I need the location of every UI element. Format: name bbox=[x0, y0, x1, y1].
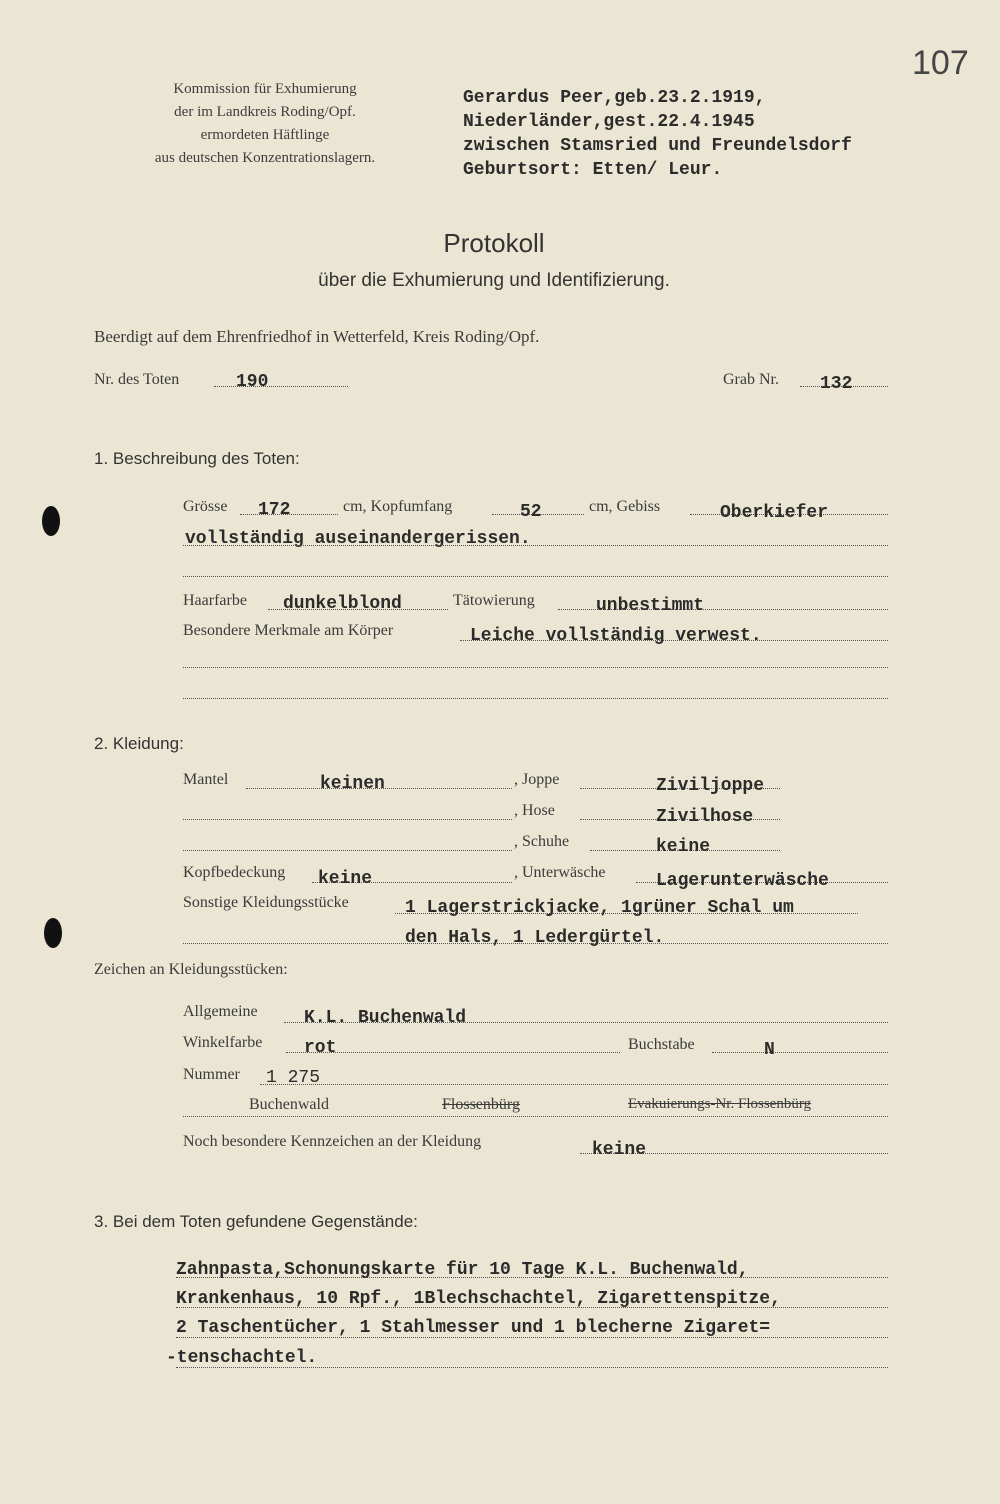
commission-line-2: der im Landkreis Roding/Opf. bbox=[174, 104, 356, 120]
kopfbedeckung-label: Kopfbedeckung bbox=[183, 864, 286, 881]
commission-line-3: ermordeten Häftlinge bbox=[200, 127, 330, 143]
schuhe-label: , Schuhe bbox=[514, 833, 570, 850]
punch-hole-lower bbox=[44, 918, 62, 948]
punch-hole-upper bbox=[42, 506, 60, 536]
person-line-2: Niederländer,gest.22.4.1945 bbox=[463, 112, 755, 132]
gebiss-dots-2 bbox=[183, 545, 888, 546]
page-title: Protokoll bbox=[443, 228, 545, 258]
merkmale-dots-2 bbox=[183, 667, 888, 668]
section1-dots-3 bbox=[183, 576, 888, 577]
buchenwald-label: Buchenwald bbox=[249, 1096, 329, 1113]
taet-label: Tätowierung bbox=[453, 592, 535, 609]
allgemeine-value: K.L. Buchenwald bbox=[304, 1008, 467, 1028]
joppe-value: Ziviljoppe bbox=[656, 776, 765, 796]
groesse-label: Grösse bbox=[183, 498, 228, 515]
section-2-heading: 2. Kleidung: bbox=[94, 734, 184, 753]
gebiss-value: Oberkiefer bbox=[720, 503, 829, 523]
cm-gebiss-label: cm, Gebiss bbox=[589, 498, 661, 515]
person-line-4: Geburtsort: Etten/ Leur. bbox=[463, 160, 723, 180]
kopf-value: 52 bbox=[520, 502, 542, 522]
hose-value: Zivilhose bbox=[656, 807, 754, 827]
flossenburg-label: Flossenbürg bbox=[442, 1096, 520, 1113]
nr-label: Nr. des Toten bbox=[94, 371, 180, 388]
mantel-value: keinen bbox=[320, 774, 385, 794]
haar-label: Haarfarbe bbox=[183, 592, 247, 609]
noch-label: Noch besondere Kennzeichen an der Kleidung bbox=[183, 1133, 482, 1150]
cm-kopfumfang-label: cm, Kopfumfang bbox=[343, 498, 453, 515]
hose-left-dots bbox=[183, 819, 512, 820]
sonstige-value-2: den Hals, 1 Ledergürtel. bbox=[405, 928, 665, 948]
sonstige-label: Sonstige Kleidungsstücke bbox=[183, 894, 349, 911]
page-subtitle: über die Exhumierung und Identifizierung. bbox=[318, 270, 670, 291]
schuhe-value: keine bbox=[656, 837, 711, 857]
page-number: 107 bbox=[912, 44, 969, 82]
commission-line-1: Kommission für Exhumierung bbox=[173, 81, 357, 97]
nr-dots bbox=[214, 386, 348, 387]
nr-value: 190 bbox=[236, 372, 269, 392]
merkmale-value: Leiche vollständig verwest. bbox=[470, 626, 762, 646]
section-1-heading: 1. Beschreibung des Toten: bbox=[94, 449, 300, 468]
grab-label: Grab Nr. bbox=[723, 371, 779, 388]
kopfbedeckung-value: keine bbox=[318, 869, 373, 889]
noch-value: keine bbox=[592, 1140, 647, 1160]
section3-line-3: 2 Taschentücher, 1 Stahlmesser und 1 blecherne Zigaret= bbox=[176, 1318, 771, 1338]
hose-label: , Hose bbox=[514, 802, 555, 819]
buchenwald-dots bbox=[183, 1116, 888, 1117]
commission-header bbox=[100, 78, 430, 170]
schuhe-left-dots bbox=[183, 850, 512, 851]
joppe-label: , Joppe bbox=[514, 771, 560, 788]
taet-value: unbestimmt bbox=[596, 596, 705, 616]
nummer-dots bbox=[260, 1084, 888, 1085]
person-line-1: Gerardus Peer,geb.23.2.1919, bbox=[463, 88, 766, 108]
allgemeine-label: Allgemeine bbox=[183, 1003, 258, 1020]
burial-line: Beerdigt auf dem Ehrenfriedhof in Wetterfeld, Kreis Roding/Opf. bbox=[94, 327, 540, 346]
commission-line-4: aus deutschen Konzentrationslagern. bbox=[154, 150, 376, 166]
groesse-value: 172 bbox=[258, 500, 291, 520]
mantel-label: Mantel bbox=[183, 771, 229, 788]
section3-line-1: Zahnpasta,Schonungskarte für 10 Tage K.L. Buchenwald, bbox=[176, 1260, 749, 1280]
merkmale-label: Besondere Merkmale am Körper bbox=[183, 622, 394, 639]
nummer-label: Nummer bbox=[183, 1066, 240, 1083]
merkmale-dots-3 bbox=[183, 698, 888, 699]
person-block bbox=[463, 86, 852, 182]
unterwaesche-label: , Unterwäsche bbox=[514, 864, 606, 881]
winkelfarbe-value: rot bbox=[304, 1038, 337, 1058]
person-line-3: zwischen Stamsried und Freundelsdorf bbox=[463, 136, 852, 156]
nummer-value: 1 275 bbox=[266, 1068, 321, 1088]
buchstabe-label: Buchstabe bbox=[628, 1036, 695, 1053]
section3-line-4: -tenschachtel. bbox=[166, 1348, 318, 1368]
buchstabe-dots bbox=[712, 1052, 888, 1053]
buchstabe-value: N bbox=[764, 1040, 775, 1060]
section-3-heading: 3. Bei dem Toten gefundene Gegenstände: bbox=[94, 1212, 418, 1231]
zeichen-heading: Zeichen an Kleidungsstücken: bbox=[94, 961, 288, 978]
haar-value: dunkelblond bbox=[283, 594, 402, 614]
winkelfarbe-label: Winkelfarbe bbox=[183, 1034, 263, 1051]
section3-line-2: Krankenhaus, 10 Rpf., 1Blechschachtel, Zigarettenspitze, bbox=[176, 1289, 781, 1309]
unterwaesche-value: Lagerunterwäsche bbox=[656, 871, 829, 891]
sonstige-value-1: 1 Lagerstrickjacke, 1grüner Schal um bbox=[405, 898, 794, 918]
gebiss-value-2: vollständig auseinandergerissen. bbox=[185, 529, 531, 549]
grab-value: 132 bbox=[820, 374, 853, 394]
evakuierung-label: Evakuierungs-Nr. Flossenbürg bbox=[628, 1096, 812, 1112]
